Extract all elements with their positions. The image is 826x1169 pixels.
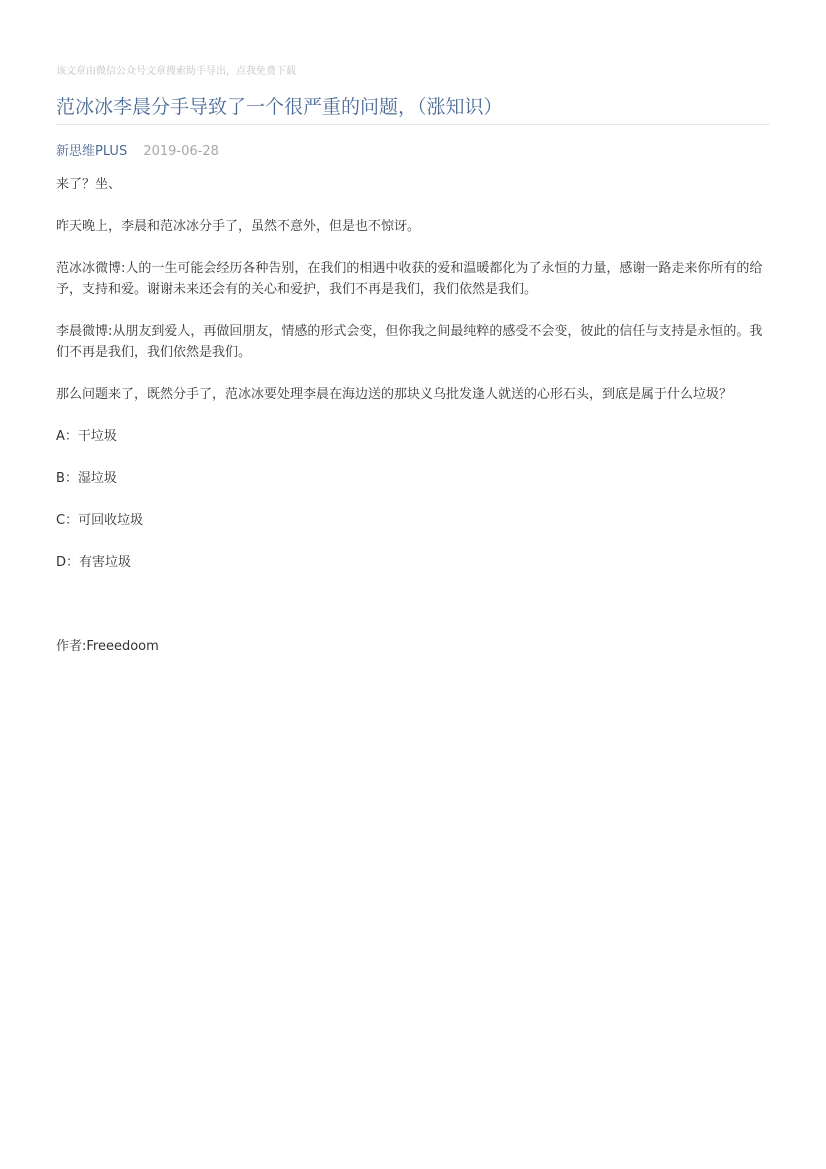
paragraph: 李晨微博:从朋友到爱人，再做回朋友，情感的形式会变，但你我之间最纯粹的感受不会变，彼此的信任与支持是永恒的。我们不再是我们，我们依然是我们。 <box>56 324 763 360</box>
option-d: D：有害垃圾 <box>56 555 132 570</box>
article-body <box>56 174 772 678</box>
article-meta <box>56 140 219 159</box>
article-title: 范冰冰李晨分手导致了一个很严重的问题，（涨知识） <box>56 96 503 118</box>
paragraph: 昨天晚上，李晨和范冰冰分手了，虽然不意外，但是也不惊讶。 <box>56 219 421 234</box>
option-a: A：干垃圾 <box>56 429 117 444</box>
author-name[interactable]: 新思维PLUS <box>56 144 128 159</box>
option-b: B：湿垃圾 <box>56 471 117 486</box>
paragraph: 那么问题来了，既然分手了，范冰冰要处理李晨在海边送的那块义乌批发逢人就送的心形石头，到底是属于什么垃圾？ <box>56 387 733 402</box>
author-credit: 作者:Freeedoom <box>56 639 159 654</box>
export-download-link[interactable]: 该文章由微信公众号文章搜索助手导出，点我免费下载 <box>56 66 296 77</box>
paragraph: 范冰冰微博:人的一生可能会经历各种告别，在我们的相遇中收获的爱和温暖都化为了永恒的力量，感谢一路走来你所有的给予，支持和爱。谢谢未来还会有的关心和爱护，我们不再是我们，我们依然是我们。 <box>56 261 763 297</box>
paragraph: 来了？坐、 <box>56 177 122 192</box>
title-divider <box>56 124 770 125</box>
publish-date: 2019-06-28 <box>143 144 219 159</box>
option-c: C：可回收垃圾 <box>56 513 144 528</box>
